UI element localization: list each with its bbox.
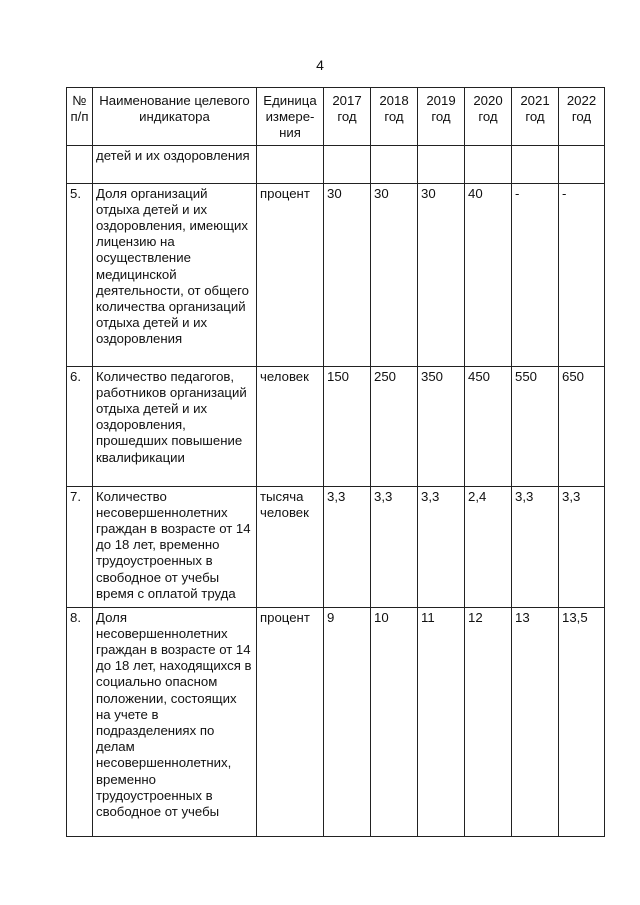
value-2017: 150 <box>324 366 371 486</box>
value-2020 <box>465 145 512 183</box>
indicator-name: детей и их оздоровления <box>93 145 257 183</box>
value-2022: 650 <box>559 366 605 486</box>
value-2018: 10 <box>371 607 418 836</box>
value-2020: 450 <box>465 366 512 486</box>
row-number: 6. <box>67 366 93 486</box>
table-row <box>67 183 605 366</box>
header-year-2018: 2018 год <box>371 88 418 146</box>
header-num: № п/п <box>67 88 93 146</box>
value-2017: 9 <box>324 607 371 836</box>
indicator-unit: процент <box>257 607 324 836</box>
header-year-2019: 2019 год <box>418 88 465 146</box>
indicator-name: Доля организаций отдыха детей и их оздоровления, имеющих лицензию на осуществление медицинской деятельности, от общего количества организаций отдыха детей и их оздоровления <box>93 183 257 366</box>
table-row <box>67 145 605 183</box>
value-2021: 3,3 <box>512 486 559 607</box>
value-2018: 250 <box>371 366 418 486</box>
indicator-name: Количество педагогов, работников организаций отдыха детей и их оздоровления, прошедших повышение квалификации <box>93 366 257 486</box>
value-2019: 3,3 <box>418 486 465 607</box>
value-2021: 13 <box>512 607 559 836</box>
row-number: 5. <box>67 183 93 366</box>
value-2018 <box>371 145 418 183</box>
value-2022: 3,3 <box>559 486 605 607</box>
indicator-name: Количество несовершеннолетних граждан в возрасте от 14 до 18 лет, временно трудоустроенных в свободное от учебы время с оплатой труда <box>93 486 257 607</box>
value-2019 <box>418 145 465 183</box>
table-body <box>67 145 605 836</box>
table-row <box>67 607 605 836</box>
row-number: 7. <box>67 486 93 607</box>
header-unit: Единица измере-ния <box>257 88 324 146</box>
value-2019: 30 <box>418 183 465 366</box>
value-2021: - <box>512 183 559 366</box>
indicator-unit: человек <box>257 366 324 486</box>
value-2017: 3,3 <box>324 486 371 607</box>
page-number: 4 <box>316 57 324 73</box>
header-year-2021: 2021 год <box>512 88 559 146</box>
value-2021: 550 <box>512 366 559 486</box>
value-2020: 12 <box>465 607 512 836</box>
indicator-unit: процент <box>257 183 324 366</box>
table-row <box>67 366 605 486</box>
row-number: 8. <box>67 607 93 836</box>
value-2017 <box>324 145 371 183</box>
value-2018: 3,3 <box>371 486 418 607</box>
value-2018: 30 <box>371 183 418 366</box>
indicator-name: Доля несовершеннолетних граждан в возрасте от 14 до 18 лет, находящихся в социально опасном положении, состоящих на учете в подразделениях по делам несовершеннолетних, временно трудоустроенных в свободное от учебы <box>93 607 257 836</box>
table-header <box>67 88 605 146</box>
value-2020: 40 <box>465 183 512 366</box>
indicator-unit: тысяча человек <box>257 486 324 607</box>
value-2019: 350 <box>418 366 465 486</box>
value-2022 <box>559 145 605 183</box>
header-year-2020: 2020 год <box>465 88 512 146</box>
value-2021 <box>512 145 559 183</box>
value-2020: 2,4 <box>465 486 512 607</box>
value-2017: 30 <box>324 183 371 366</box>
indicators-table <box>66 87 605 837</box>
row-number <box>67 145 93 183</box>
value-2022: 13,5 <box>559 607 605 836</box>
header-year-2017: 2017 год <box>324 88 371 146</box>
header-year-2022: 2022 год <box>559 88 605 146</box>
value-2019: 11 <box>418 607 465 836</box>
value-2022: - <box>559 183 605 366</box>
indicator-unit <box>257 145 324 183</box>
table-row <box>67 486 605 607</box>
header-name: Наименование целевого индикатора <box>93 88 257 146</box>
